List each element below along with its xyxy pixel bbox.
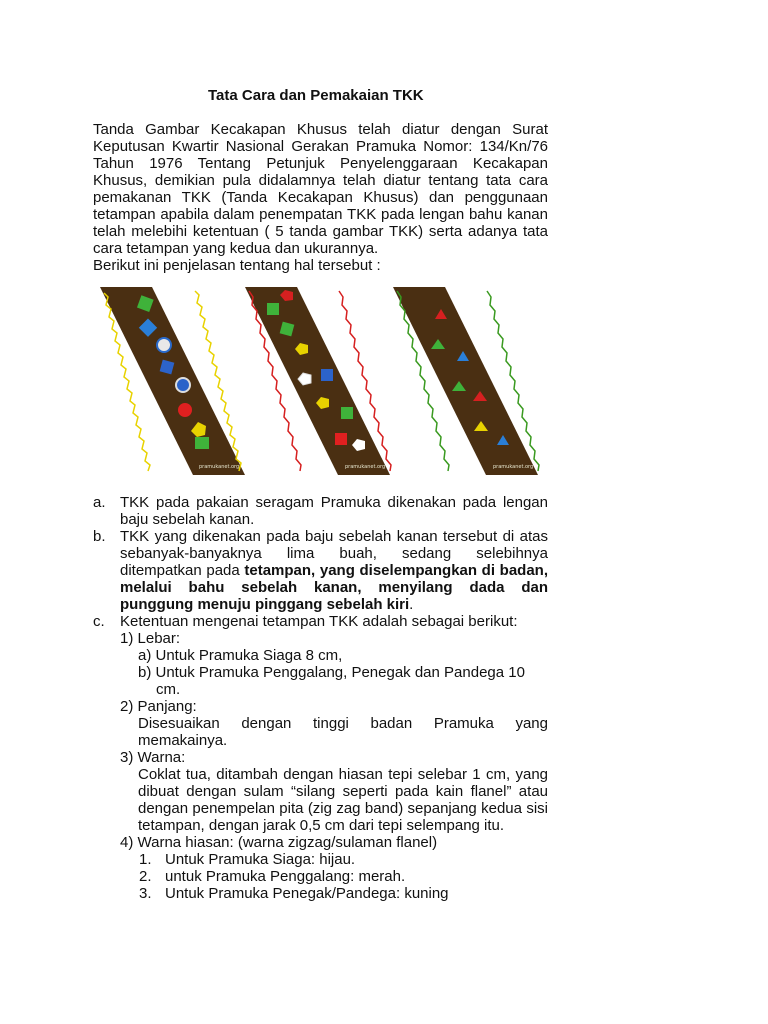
lebar-label: 1) Lebar: xyxy=(120,630,181,647)
hiasan-marker: 1. xyxy=(139,851,152,868)
panjang-text: Disesuaikan dengan tinggi badan Pramuka yang memakainya. xyxy=(138,715,548,749)
hiasan-text: Untuk Pramuka Penegak/Pandega: kuning xyxy=(165,885,449,902)
list-text-bold: tetampan, yang diselempangkan di badan, melalui bahu sebelah kanan, menyilang dada dan punggung menuju pinggang sebelah kiri xyxy=(120,562,548,613)
hiasan-text: untuk Pramuka Penggalang: merah. xyxy=(165,868,406,885)
watermark-2: pramukanet.org xyxy=(345,464,386,470)
list-item-c xyxy=(93,613,548,902)
sash-illustration xyxy=(95,285,545,485)
sash-figure-svg xyxy=(95,285,545,485)
hiasan-label: 4) Warna hiasan: (warna zigzag/sulaman flanel) xyxy=(120,834,438,851)
panjang-section xyxy=(120,698,548,749)
rules-list xyxy=(93,494,548,902)
watermark-1: pramukanet.org xyxy=(199,464,240,470)
list-item-b xyxy=(93,528,548,613)
sash-siaga xyxy=(100,287,245,475)
list-marker: b. xyxy=(93,528,106,545)
intro-section xyxy=(93,121,548,274)
warna-text: Coklat tua, ditambah dengan hiasan tepi selebar 1 cm, yang dibuat dengan sulam “silang seperti pada kain flanel” atau dengan penempelan pita (zig zag band) sepanjang kedua sisi tetampan, dengan jarak 0,5 cm dari tepi selempang itu. xyxy=(138,766,548,834)
lebar-section xyxy=(120,630,548,698)
panjang-label: 2) Panjang: xyxy=(120,698,197,715)
sash-penegak xyxy=(393,287,539,475)
intro-lead: Berikut ini penjelasan tentang hal tersebut : xyxy=(93,257,381,274)
list-marker: c. xyxy=(93,613,105,630)
hiasan-section xyxy=(120,834,548,902)
lebar-b: b) Untuk Pramuka Penggalang, Penegak dan Pandega 10 xyxy=(138,664,525,681)
list-marker: a. xyxy=(93,494,106,511)
list-text-end: . xyxy=(409,596,414,613)
list-item-a xyxy=(93,494,548,528)
hiasan-text: Untuk Pramuka Siaga: hijau. xyxy=(165,851,356,868)
hiasan-item-2 xyxy=(120,868,548,885)
list-text: TKK pada pakaian seragam Pramuka dikenakan pada lengan baju sebelah kanan. xyxy=(120,494,548,528)
list-text xyxy=(120,528,548,613)
hiasan-item-1 xyxy=(120,851,548,868)
hiasan-marker: 2. xyxy=(139,868,152,885)
lebar-b-cont: cm. xyxy=(156,681,181,698)
list-text: Ketentuan mengenai tetampan TKK adalah sebagai berikut: xyxy=(120,613,518,630)
list-text-plain: TKK yang dikenakan pada baju sebelah kanan tersebut di atas sebanyak-banyaknya lima buah, sedang selebihnya ditempatkan pada xyxy=(120,528,548,579)
warna-section xyxy=(120,749,548,834)
lebar-a: a) Untuk Pramuka Siaga 8 cm, xyxy=(138,647,343,664)
hiasan-marker: 3. xyxy=(139,885,152,902)
watermark-3: pramukanet.org xyxy=(493,464,534,470)
intro-paragraph: Tanda Gambar Kecakapan Khusus telah diatur dengan Surat Keputusan Kwartir Nasional Gerakan Pramuka Nomor: 134/Kn/76 Tahun 1976 Tentang Petunjuk Penyelenggaraan Kecakapan Khusus, demikian pula didalamnya telah diatur tentang tata cara pemakanan TKK (Tanda Kecakapan Khusus) dan penggunaan tetampan apabila dalam penempatan TKK pada lengan bahu kanan telah melebihi ketentuan ( 5 tanda gambar TKK) serta adanya tata cara tetampan yang kedua dan ukurannya. xyxy=(93,121,548,257)
warna-label: 3) Warna: xyxy=(120,749,186,766)
sash-penggalang xyxy=(245,287,391,475)
hiasan-item-3 xyxy=(120,885,548,902)
document-title: Tata Cara dan Pemakaian TKK xyxy=(208,87,424,104)
